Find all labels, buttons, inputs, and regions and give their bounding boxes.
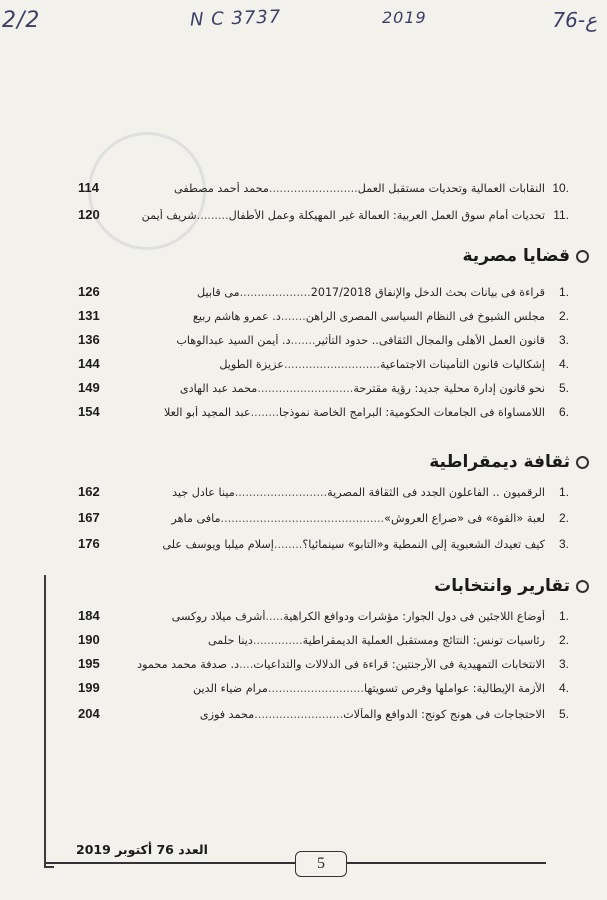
entry-text: كيف تعيدك الشعبوية إلى النمطية و«التابو» سينمائيا؟........إسلام ميلبا ويوسف على bbox=[162, 538, 545, 551]
entry-index: 3. bbox=[558, 333, 569, 347]
entry-page-number: 136 bbox=[78, 332, 100, 347]
entry-index: 3. bbox=[558, 537, 569, 551]
toc-entry[interactable] bbox=[78, 484, 569, 504]
toc-entry[interactable] bbox=[78, 680, 569, 700]
entry-page-number: 131 bbox=[78, 308, 100, 323]
section-title: ثقافة ديمقراطية bbox=[429, 452, 570, 472]
handwritten-year: 2019 bbox=[382, 8, 427, 27]
entry-page-number: 144 bbox=[78, 356, 100, 371]
entry-text: الاحتجاجات فى هونج كونج: الدوافع والمآلات.........................محمد فوزى bbox=[199, 708, 545, 721]
entry-text: رئاسيات تونس: النتائج ومستقبل العملية الديمقراطية..............دينا حلمى bbox=[207, 634, 545, 647]
entry-index: 11. bbox=[553, 208, 569, 222]
entry-text: لعبة «القوة» فى «صراع العروش»..............................................مافى ماهر bbox=[171, 512, 545, 525]
page-number-box bbox=[295, 851, 347, 877]
entry-index: 2. bbox=[558, 633, 569, 647]
toc-entry[interactable] bbox=[78, 284, 569, 304]
toc-entry[interactable] bbox=[78, 706, 569, 726]
toc-entry[interactable] bbox=[78, 308, 569, 328]
toc-entry[interactable] bbox=[78, 380, 569, 400]
section-heading-egyptian-issues bbox=[463, 244, 590, 268]
entry-index: 1. bbox=[558, 485, 569, 499]
toc-entry[interactable] bbox=[78, 608, 569, 628]
entry-page-number: 162 bbox=[78, 484, 100, 499]
entry-index: 10. bbox=[552, 181, 569, 195]
toc-entry[interactable] bbox=[78, 332, 569, 352]
entry-page-number: 154 bbox=[78, 404, 100, 419]
section-heading-democratic-culture bbox=[429, 450, 589, 474]
entry-page-number: 195 bbox=[78, 656, 100, 671]
section-heading-reports-elections bbox=[434, 574, 589, 598]
entry-index: 3. bbox=[558, 657, 569, 671]
handwritten-issue-code: 76-ع bbox=[552, 8, 597, 32]
entry-text: اللامساواة فى الجامعات الحكومية: البرامج الخاصة نموذجا........عبد المجيد أبو العلا bbox=[163, 406, 545, 419]
entry-index: 5. bbox=[558, 707, 569, 721]
toc-entry[interactable] bbox=[78, 632, 569, 652]
entry-index: 4. bbox=[558, 681, 569, 695]
entry-text: الأزمة الإيطالية: عواملها وفرص تسويتها...........................مرام ضياء الدين bbox=[193, 682, 545, 695]
entry-index: 4. bbox=[558, 357, 569, 371]
entry-text: أوضاع اللاجئين فى دول الجوار: مؤشرات ودوافع الكراهية.....أشرف ميلاد روكسى bbox=[171, 610, 545, 623]
entry-page-number: 199 bbox=[78, 680, 100, 695]
entry-text: الرقميون .. الفاعلون الجدد فى الثقافة المصرية..........................مينا عادل جيد bbox=[172, 486, 545, 499]
entry-text: إشكاليات قانون التأمينات الاجتماعية...........................عزيزة الطويل bbox=[219, 358, 545, 371]
toc-entry[interactable] bbox=[78, 404, 569, 424]
issue-label: العدد 76 أكتوبر 2019 bbox=[76, 842, 208, 857]
entry-page-number: 176 bbox=[78, 536, 100, 551]
left-rule-foot bbox=[44, 866, 54, 868]
toc-entry[interactable] bbox=[78, 510, 569, 530]
entry-text: مجلس الشيوخ فى النظام السياسى المصرى الراهن.......د. عمرو هاشم ربيع bbox=[192, 310, 545, 323]
entry-page-number: 167 bbox=[78, 510, 100, 525]
entry-page-number: 184 bbox=[78, 608, 100, 623]
toc-entry[interactable] bbox=[78, 536, 569, 556]
section-bullet-icon bbox=[576, 250, 589, 263]
page-number: 5 bbox=[317, 855, 325, 872]
entry-text: قانون العمل الأهلى والمجال الثقافى.. حدود التأثير.......د. أيمن السيد عبدالوهاب bbox=[176, 334, 545, 347]
entry-text: قراءة فى بيانات بحث الدخل والإنفاق 2017/2018....................مى قابيل bbox=[196, 286, 545, 299]
entry-page-number: 190 bbox=[78, 632, 100, 647]
toc-entry[interactable] bbox=[78, 656, 569, 676]
section-title: قضايا مصرية bbox=[462, 246, 570, 266]
entry-index: 2. bbox=[558, 309, 569, 323]
entry-page-number: 149 bbox=[78, 380, 100, 395]
entry-text: النقابات العمالية وتحديات مستقبل العمل.........................محمد أحمد مصطفى bbox=[174, 182, 545, 195]
toc-entry[interactable] bbox=[78, 180, 569, 200]
entry-index: 5. bbox=[558, 381, 569, 395]
entry-page-number: 114 bbox=[78, 180, 99, 195]
handwritten-call-number: N C 3737 bbox=[189, 6, 282, 31]
entry-index: 6. bbox=[558, 405, 569, 419]
entry-text: تحديات أمام سوق العمل العربية: العمالة غير المهيكلة وعمل الأطفال.........شريف أيمن bbox=[141, 209, 545, 222]
section-bullet-icon bbox=[576, 580, 589, 593]
entry-index: 1. bbox=[558, 609, 569, 623]
section-title: تقارير وانتخابات bbox=[434, 576, 570, 596]
entry-page-number: 126 bbox=[78, 284, 100, 299]
toc-entry[interactable] bbox=[78, 207, 569, 227]
section-bullet-icon bbox=[576, 456, 589, 469]
handwritten-note-fraction: 2/2 bbox=[2, 8, 41, 33]
left-vertical-rule bbox=[44, 575, 46, 867]
entry-text: نحو قانون إدارة محلية جديد: رؤية مقترحة...........................محمد عبد الهادى bbox=[179, 382, 545, 395]
entry-index: 1. bbox=[558, 285, 569, 299]
entry-page-number: 204 bbox=[78, 706, 100, 721]
entry-index: 2. bbox=[558, 511, 569, 525]
entry-text: الانتخابات التمهيدية فى الأرجنتين: قراءة فى الدلالات والتداعيات....د. صدفة محمد محمود bbox=[137, 658, 545, 671]
entry-page-number: 120 bbox=[78, 207, 100, 222]
toc-entry[interactable] bbox=[78, 356, 569, 376]
